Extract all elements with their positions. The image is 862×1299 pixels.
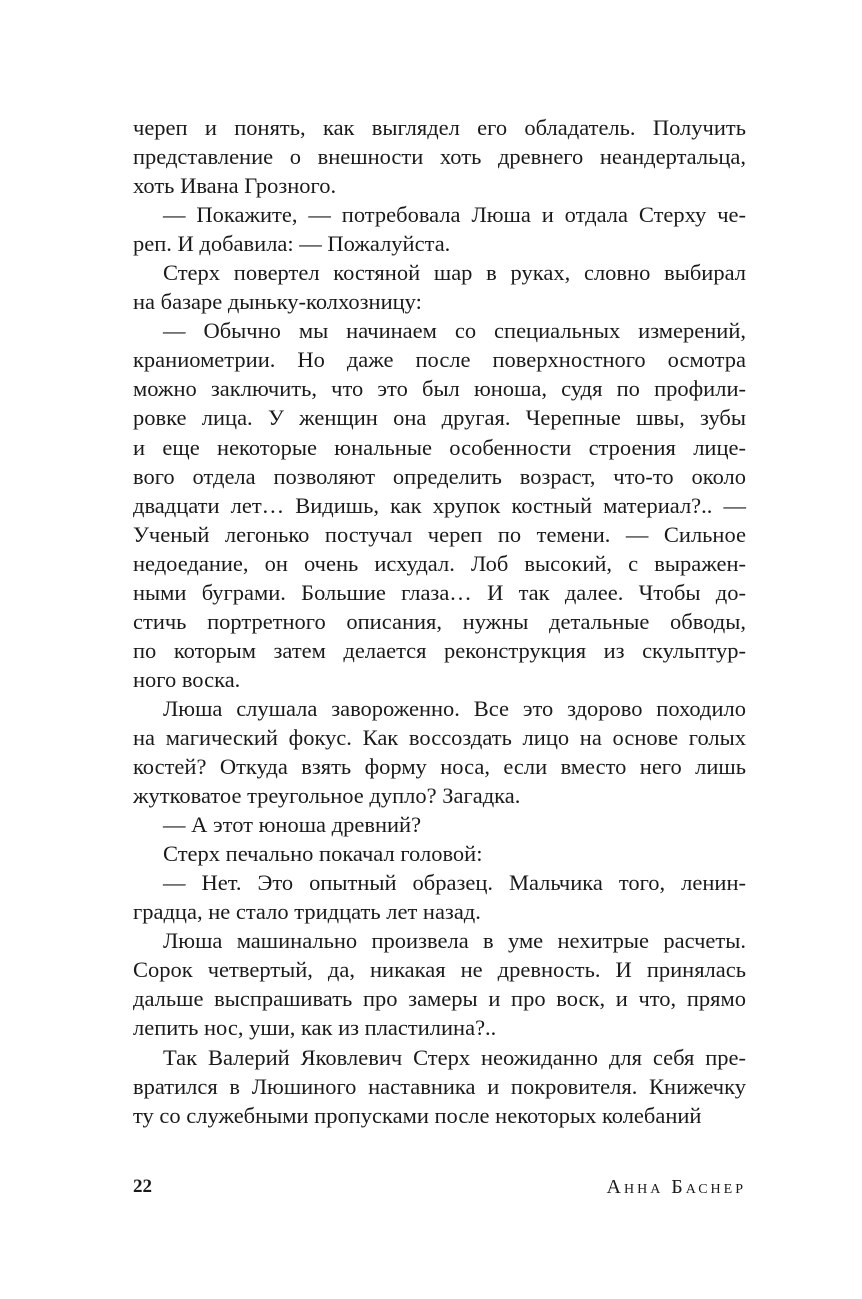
text-line: хоть Ивана Грозного. [133,173,337,199]
text-line: дальше выспрашивать про замеры и про воск, и что, прямо [133,986,746,1012]
paragraph [133,258,746,316]
text-line: по которым затем делается реконструкция из скульптур- [133,637,746,663]
text-line: Ученый легонько постучал череп по темени. — Сильное [133,521,746,547]
paragraph [133,810,746,839]
paragraph [133,926,746,1042]
text-line: костей? Откуда взять форму носа, если вместо него лишь [133,754,746,780]
text-line: градца, не стало тридцать лет назад. [133,899,481,925]
text-line: — Обычно мы начинаем со специальных измерений, [163,318,746,344]
paragraph [133,868,746,926]
text-line: жутковатое треугольное дупло? Загадка. [133,783,521,809]
text-line: ровке лица. У женщин она другая. Черепные швы, зубы [133,405,746,431]
page-body [133,113,746,1130]
text-line: ту со служебными пропусками после некоторых колебаний [133,1102,702,1128]
text-line: ного воска. [133,666,241,692]
paragraph [133,839,746,868]
text-line: — А этот юноша древний? [163,812,422,838]
text-line: Люша машинально произвела в уме нехитрые расчеты. [163,928,746,954]
text-line: можно заключить, что это был юноша, судя по профили- [133,376,746,402]
text-line: двадцати лет… Видишь, как хрупок костный материал?.. — [133,492,746,518]
paragraph [133,1043,746,1130]
paragraph [133,316,746,694]
text-line: и еще некоторые юнальные особенности строения лице- [133,434,746,460]
text-line: — Нет. Это опытный образец. Мальчика того, ленин- [163,870,746,896]
paragraph [133,113,746,200]
running-head-author: Анна Баснер [606,1176,746,1198]
text-line: череп и понять, как выглядел его обладатель. Получить [133,115,746,140]
text-line: Стерх повертел костяной шар в руках, словно выбирал [163,260,746,286]
text-line: Так Валерий Яковлевич Стерх неожиданно для себя пре- [163,1044,746,1070]
text-line: представление о внешности хоть древнего неандертальца, [133,144,746,170]
paragraph [133,200,746,258]
paragraph [133,694,746,810]
text-line: на базаре дыньку-колхозницу: [133,289,422,315]
text-line: Стерх печально покачал головой: [163,841,483,867]
text-line: на магический фокус. Как воссоздать лицо на основе голых [133,724,746,750]
text-line: Люша слушала завороженно. Все это здорово походило [163,695,746,721]
text-line: — Покажите, — потребовала Люша и отдала Стерху че- [163,202,746,228]
text-line: недоедание, он очень исхудал. Лоб высокий, с выражен- [133,550,746,576]
text-line: краниометрии. Но даже после поверхностного осмотра [133,347,746,373]
text-line: ными буграми. Большие глаза… И так далее. Чтобы до- [133,579,746,605]
text-line: Сорок четвертый, да, никакая не древность. И принялась [133,957,746,983]
page-number: 22 [133,1176,152,1197]
text-line: стичь портретного описания, нужны детальные обводы, [133,608,746,634]
text-line: вратился в Люшиного наставника и покровителя. Книжечку [133,1073,746,1099]
text-line: вого отдела позволяют определить возраст, что-то около [133,463,746,489]
text-line: лепить нос, уши, как из пластилина?.. [133,1015,497,1041]
text-line: реп. И добавила: — Пожалуйста. [133,231,451,257]
